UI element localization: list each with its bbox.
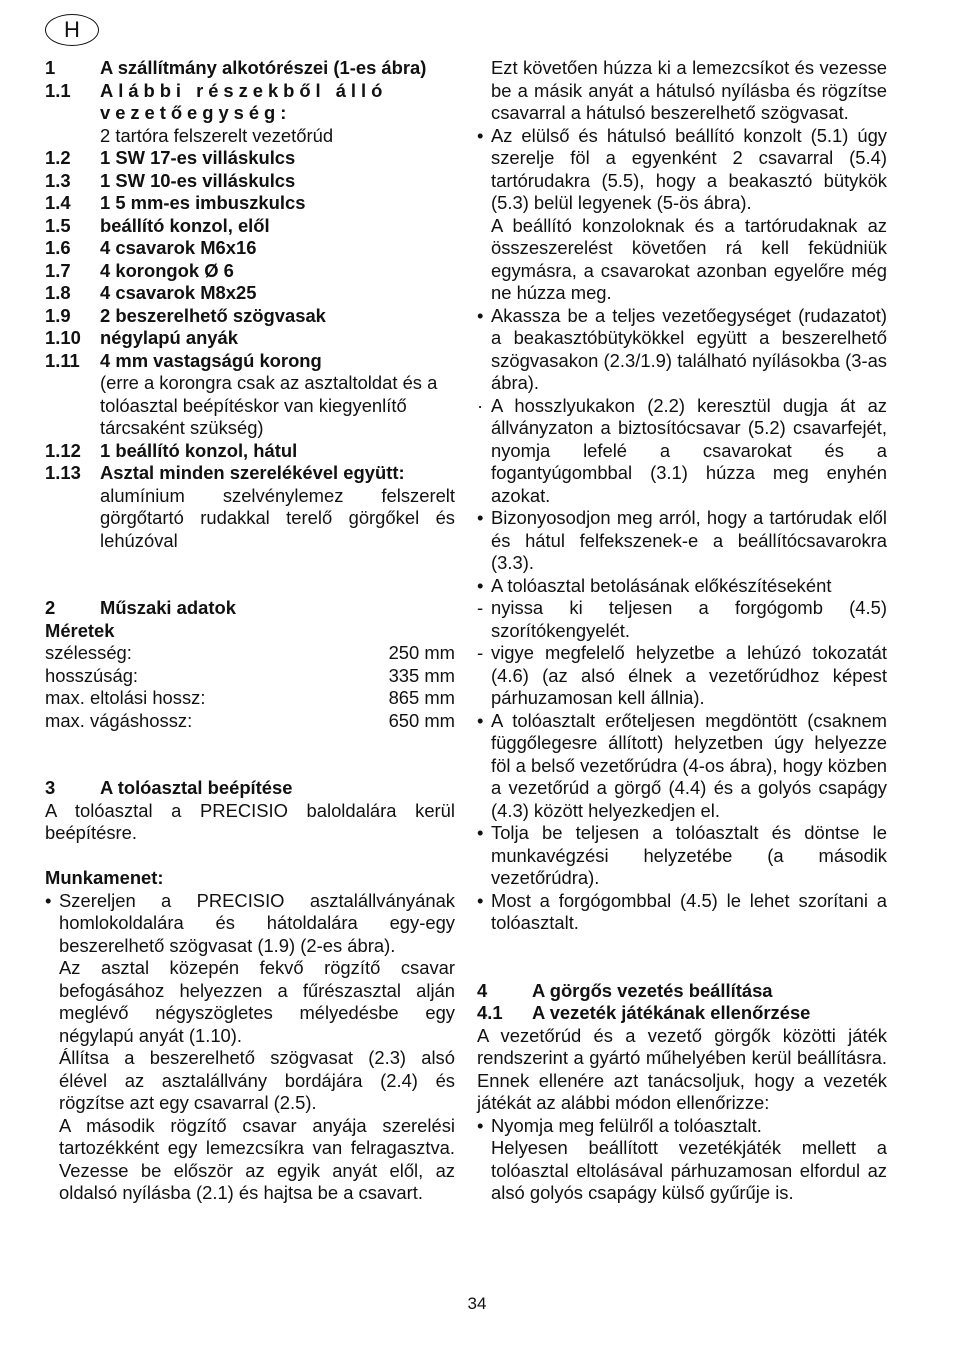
parts-item-detail: 2 tartóra felszerelt vezetőrúd [100,124,334,146]
parts-item-1-6: 1.6 4 csavarok M6x16 [45,237,257,258]
dimension-row: max. eltolási hossz: 865 mm [45,687,455,708]
step-bullet: • Szereljen a PRECISIO asztalállványának homlokoldalára és hátoldalára egy-egy beszerelhető szögvasat (1.9) (2-es ábra). [45,889,455,956]
section-4-paragraph: A vezetőrúd és a vezető görgők közötti játék rendszerint a gyártó műhelyében kerül beállításra. Ennek ellenére azt tanácsoljuk, hogy a vezeték játékát az alábbi módon ellenőrizze: [477,1024,887,1113]
bullet-icon: • [477,709,484,731]
section-1-heading: 1 A szállítmány alkotórészei (1-es ábra) [45,57,427,78]
parts-item-1-11: 1.11 4 mm vastagságú korong (erre a korongra csak az asztaltoldat és a tolóasztal beépítéskor van kiegyenlítő tárcsaként szükség) [45,349,438,438]
step-bullet: • Tolja be teljesen a tolóasztalt és döntse le munkavégzési helyzetébe (a második vezetőrúdra). [477,822,887,888]
bullet-icon: • [477,822,484,843]
bullet-icon: • [477,889,484,911]
step-paragraph: A beállító konzoloknak és a tartórudaknak az összeszerelést követően rá kell feküdniük egymásra, a csavarokat azonban egyelőre még ne húzza meg. [491,214,887,303]
bullet-icon: • [477,1114,484,1136]
parts-item-detail: (erre a korongra csak az asztaltoldat és a tolóasztal beépítéskor van kiegyenlítő tárcsaként szükség) [100,372,438,438]
work-steps-title: Munkamenet: [45,867,164,888]
dash-icon: - [477,597,484,618]
bullet-icon: • [477,574,484,596]
dash-item: - nyissa ki teljesen a forgógomb (4.5) szorítókengyelét. [477,597,887,641]
parts-item-1-9: 1.9 2 beszerelhető szögvasak [45,304,326,326]
bullet-icon: • [45,889,52,911]
parts-item-1-5: 1.5 beállító konzol, elől [45,214,270,236]
section-3-heading: 3 A tolóasztal beépítése [45,777,293,798]
step-bullet: • Akassza be a teljes vezetőegységet (rudazatot) a beakasztóbütykökkel együtt a beszerelhető szögvasakon (2.3/1.9) található nyílásokba (3-as ábra). [477,304,887,393]
section-2-heading: 2 Műszaki adatok [45,597,236,618]
step-bullet: • Az elülső és hátulsó beállító konzolt (5.1) úgy szerelje föl a egyenként 2 csavarral (5.4) tartórudakra (5.5), hogy a beakasztó bütykök (5.3) belül legyenek (5-ös ábra). [477,124,887,213]
step-bullet: • Bizonyosodjon meg arról, hogy a tartórudak elől és hátul felfekszenek-e a beállítócsavarokra (3.3). [477,507,887,573]
parts-item-detail: alumínium szelvénylemez felszerelt görgőtartó rudakkal terelő görgőkel és lehúzóval [100,484,455,551]
right-column [477,57,887,1205]
section-3-intro: A tolóasztal a PRECISIO baloldalára kerül beépítésre. [45,799,455,843]
section-4-1-heading: 4.1 A vezeték játékának ellenőrzése [477,1002,811,1023]
language-badge: H [45,14,99,46]
dimension-row: hosszúság: 335 mm [45,664,455,686]
bullet-icon: • [477,124,484,146]
step-paragraph: Az asztal közepén fekvő rögzítő csavar befogásához helyezzen a fűrészasztal alján meglévő négyszögletes mélyedésbe egy négylapú anyát (1.10). [59,957,455,1046]
dash-item: - vigye megfelelő helyzetbe a lehúzó tokozatát (4.6) (az alsó élnek a vezetőrúdhoz képest párhuzamosan kell állnia). [477,642,887,708]
parts-item-1-7: 1.7 4 korongok Ø 6 [45,259,234,281]
parts-item-1-3: 1.3 1 SW 10-es villáskulcs [45,169,296,191]
step-paragraph: Állítsa a beszerelhető szögvasat (2.3) alsó élével az asztalállvány bordájára (2.4) és rögzítse azt egy csavarral (2.5). [59,1047,455,1113]
step-bullet: • Nyomja meg felülről a tolóasztalt. [477,1114,762,1136]
parts-item-1-2: 1.2 1 SW 17-es villáskulcs [45,147,296,168]
dimension-row: szélesség: 250 mm [45,642,455,663]
bullet-icon: • [477,507,484,528]
step-bullet: • Most a forgógombbal (4.5) le lehet szorítani a tolóasztalt. [477,889,887,933]
bullet-icon: · [477,394,484,416]
step-bullet: • A tolóasztalt erőteljesen megdöntött (csaknem függőlegesre állított) helyzetben úgy helyezze föl a belső vezetőrúdra (4-os ábra), hogy közben a vezetőrúd a görgő (4.4) és a golyós csapágy (4.3) között helyezkedjen el. [477,709,887,821]
step-paragraph: Helyesen beállított vezetékjáték mellett a tolóasztal eltolásával párhuzamosan elfordul az alsó golyós csapágy külső gyűrűje is. [491,1137,887,1203]
left-column [45,57,455,1205]
step-bullet: · A hosszlyukakon (2.2) keresztül dugja át az állványzaton a biztosítócsavar (5.2) csavarfejét, nyomja lefelé a csavarokat és a fogantyúgombbal (3.1) húzza meg enyhén azokat. [477,394,887,506]
section-4-heading: 4 A görgős vezetés beállítása [477,979,773,1001]
parts-item-1-1: 1.1 Alábbi részekből álló vezetőegység: 2 tartóra felszerelt vezetőrúd [45,79,388,146]
step-bullet: • A tolóasztal betolásának előkészítéseként [477,574,832,596]
dash-icon: - [477,642,484,663]
parts-item-1-13: 1.13 Asztal minden szerelékével együtt: alumínium szelvénylemez felszerelt görgőtartó rudakkal terelő görgőkel és lehúzóval [45,462,455,551]
step-paragraph: A második rögzítő csavar anyája szerelési tartozékként egy lemezcsíkra van felragasztva. Vezesse be először az egyik anyát elől, az oldalsó nyílásba (2.1) és hajtsa be a csavart. [59,1114,455,1203]
parts-item-1-12: 1.12 1 beállító konzol, hátul [45,439,298,461]
parts-item-1-10: 1.10 négylapú anyák [45,327,238,348]
bullet-icon: • [477,304,484,326]
page-number: 34 [467,1294,487,1313]
dimension-row: max. vágáshossz: 650 mm [45,709,455,731]
step-paragraph: Ezt követően húzza ki a lemezcsíkot és vezesse be a másik anyát a hátulsó nyílásba és rögzítse csavarral a hátulsó beszerelhető szögvasat. [491,57,887,123]
parts-item-1-8: 1.8 4 csavarok M8x25 [45,282,257,303]
dimensions-subtitle: Méretek [45,619,115,641]
parts-item-1-4: 1.4 1 5 mm-es imbuszkulcs [45,192,306,213]
